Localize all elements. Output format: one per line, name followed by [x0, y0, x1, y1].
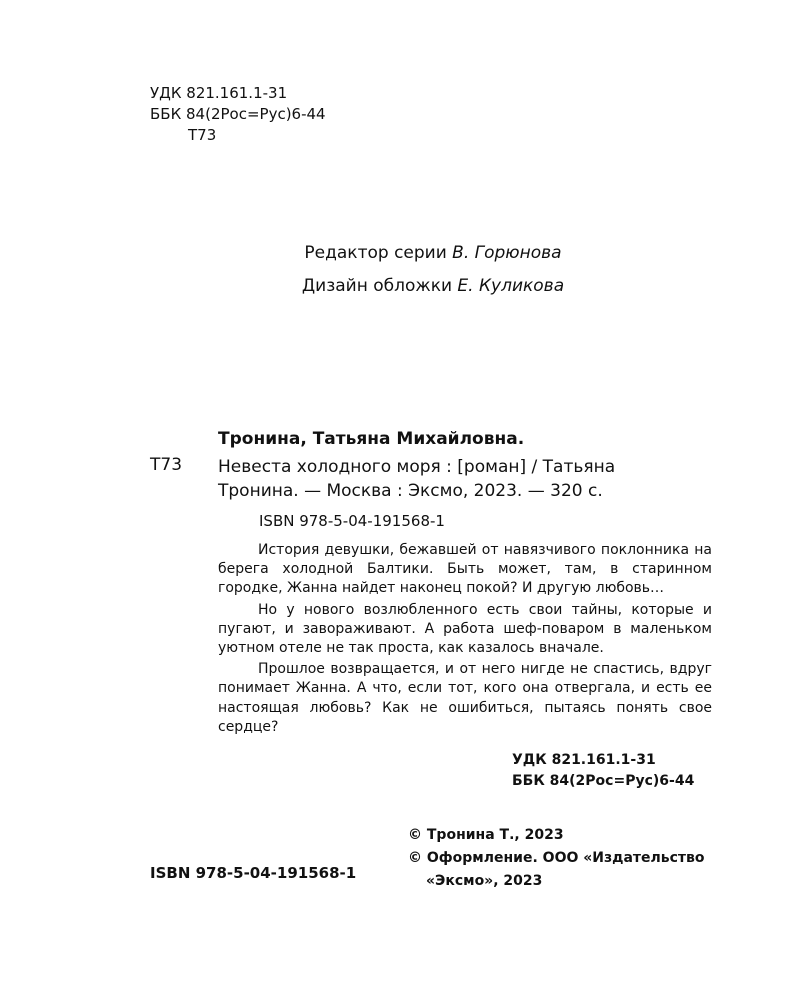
copyright-design: © Оформление. ООО «Издательство: [408, 850, 705, 866]
copyright-author: © Тронина Т., 2023: [408, 827, 564, 843]
annotation: [218, 541, 712, 737]
isbn-bottom: ISBN 978-5-04-191568-1: [150, 864, 357, 882]
annotation-paragraph-2: Но у нового возлюбленного есть свои тайны, которые и пугают, и завораживают. А работа шеф-поваром в маленьком уютном отеле не так проста, как казалось вначале.: [218, 601, 712, 657]
title-statement: [218, 455, 615, 503]
bottom-classification-block: [512, 750, 694, 792]
cover-design-label: Дизайн обложки: [301, 276, 453, 296]
series-editor-name: В. Горюнова: [452, 243, 562, 263]
annotation-paragraph-1: История девушки, бежавшей от навязчивого поклонника на берега холодной Балтики. Быть может, там, в старинном городке, Жанна найдет наконец покой? И другую любовь…: [218, 542, 712, 597]
title-line-2: Тронина. — Москва : Эксмо, 2023. — 320 с.: [218, 481, 603, 501]
cover-design-name: Е. Куликова: [457, 276, 565, 296]
author-mark: Т73: [188, 126, 217, 144]
cover-design-line: [0, 276, 800, 296]
bottom-udk-code: УДК 821.161.1-31: [512, 752, 656, 768]
isbn-record: ISBN 978-5-04-191568-1: [259, 512, 445, 530]
bottom-bbk-code: ББК 84(2Рос=Рус)6-44: [512, 773, 695, 789]
udk-code: УДК 821.161.1-31: [150, 84, 288, 102]
series-editor-line: [0, 243, 800, 263]
copyright-block: [408, 824, 705, 893]
author-heading: Тронина, Татьяна Михайловна.: [218, 429, 525, 449]
copyright-publisher: «Эксмо», 2023: [426, 873, 543, 889]
top-classification-block: [150, 83, 326, 146]
record-code: Т73: [150, 455, 183, 475]
bbk-code: ББК 84(2Рос=Рус)6-44: [150, 105, 326, 123]
title-line-1: Невеста холодного моря : [роман] / Татьяна: [218, 457, 616, 477]
annotation-paragraph-3: Прошлое возвращается, и от него нигде не спастись, вдруг понимает Жанна. А что, если тот, кого она отвергала, и есть ее настоящая любовь? Как не ошибиться, пытаясь понять свое сердце?: [218, 661, 712, 735]
series-editor-label: Редактор серии: [304, 243, 447, 263]
